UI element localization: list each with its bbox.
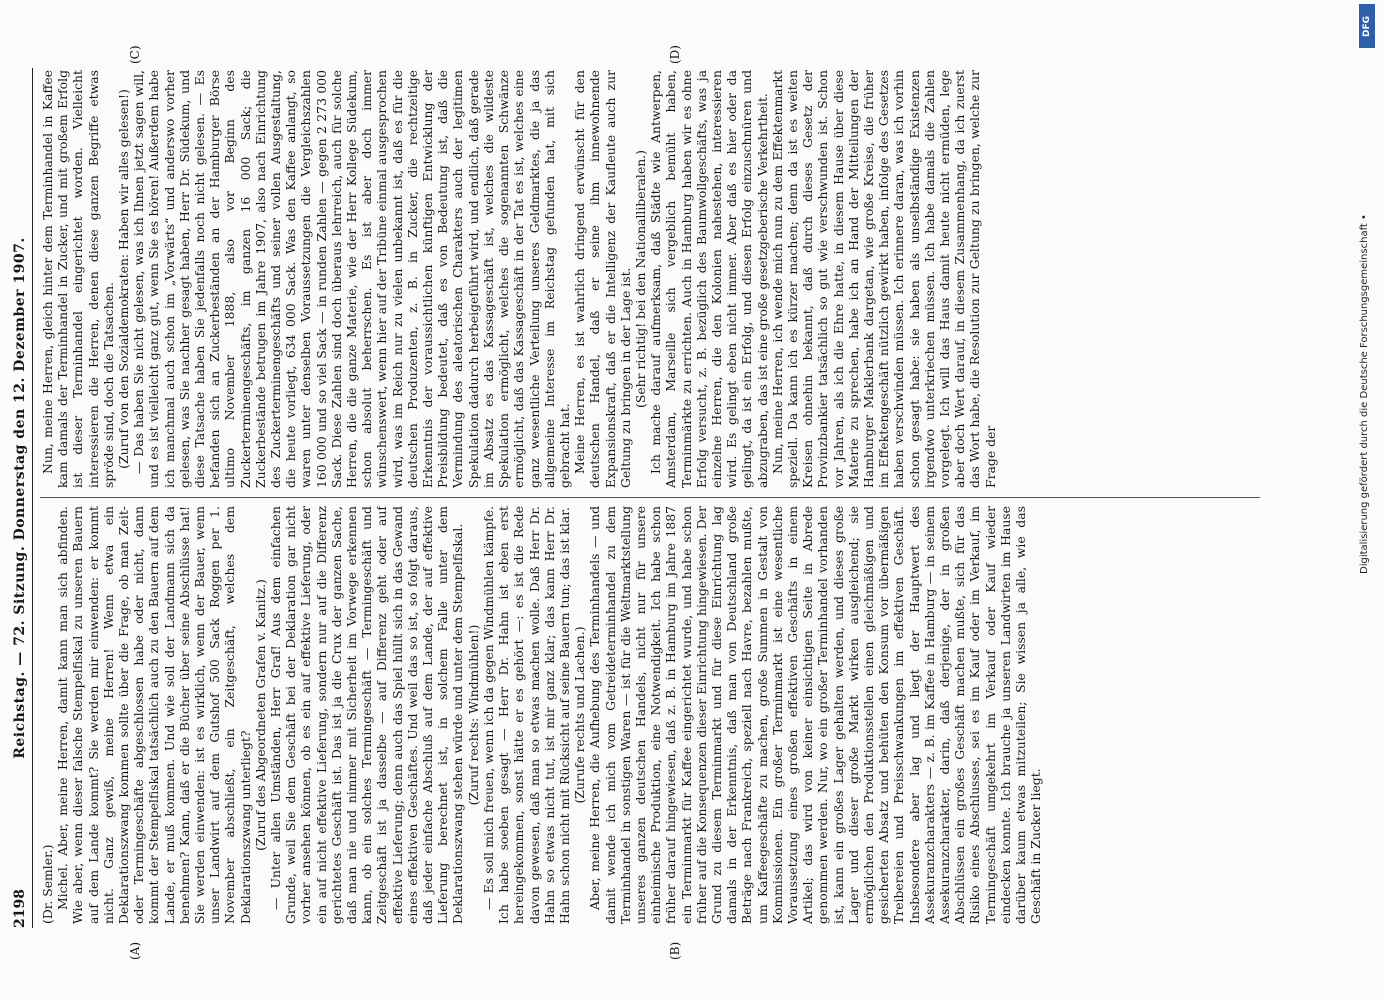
paragraph: Ich mache darauf aufmerksam, daß Städte wie Antwerpen, Amsterdam, Marseille sich vergeblich bemüht haben, Terminmärkte zu errichten. Auch in Hamburg haben wir es ohne Erfolg versucht, z. B. bezüglich des Baumwollgeschäfts, was ja einzelne Herren, die den Kolonien nahestehen, interessieren wird. Es gelingt eben nicht immer. Aber daß es hier oder da gelingt, da ist ein Erfolg, und diesen Erfolg einzuschnüren und abzugraben, das ist eine große gesetzgeberische Verkehrtheit. — [648, 70, 770, 488]
right-text-column — [40, 70, 1270, 488]
paragraph: — Es soll mich freuen, wenn ich da gegen Windmühlen kämpfe. Ich habe soeben gesagt — Herr Dr. Hahn ist eben erst hereingekommen, sonst hätte er es gehört —: es ist die Rede davon gewesen, daß man so etwas machen wolle. Daß Herr Dr. Hahn so etwas nicht tut, ist mir ganz klar; das kann Herr Dr. Hahn schon nicht mit Rücksicht auf seine Bauern tun; das ist klar. — [480, 506, 572, 924]
margin-mark-a: (A) — [128, 941, 142, 960]
paragraph: (Dr. Semler.) — [40, 844, 55, 924]
paragraph: Michel. Aber, meine Herren, damit kann man sich abfinden. Wie aber, wenn dieser falsche Stempelfiskal zu unseren Bauern auf dem Lande kommt? Sie werden mir einwenden: er kommt nicht. Ganz gewiß, meine Herren! Wenn etwa ein Deklarationszwang kommen sollte über die Frage, ob man Zeit- oder Termingeschäfte abgeschlossen habe oder nicht, dann kommt der Stempelfiskal tatsächlich auch zu den Bauern auf dem Lande, er muß kommen. Und wie soll der Landmann sich da benehmen? Kann, daß er die Bücher über seine Abschlüsse hat! Sie werden einwenden: ist es wirklich, wenn der Bauer, wenn unser Landwirt auf dem Gutshof 500 Sack Roggen per 1. November abschließt, ein Zeitgeschäft, welches dem Deklarationszwang unterliegt? — [55, 506, 253, 924]
digitization-sidebar — [1353, 0, 1377, 1000]
interjection: (Zuruf von den Sozialdemokraten: Haben wir alles gelesen!) — [116, 89, 132, 469]
interjection: (Zuruf rechts: Windmühlen!) — [465, 624, 481, 806]
margin-mark-c: (C) — [128, 45, 142, 64]
page-header — [8, 68, 32, 928]
paragraph: Aber, meine Herren, die Aufhebung des Terminhandels — und damit wende ich mich vom Getreideterminhandel zu dem Terminhandel in sonstigen Waren — ist für die Weltmarktstellung unseres ganzen deutschen Handels, nicht nur für unsere einheimische Produktion, eine Notwendigkeit. Ich habe schon früher darauf hingewiesen, daß z. B. in Hamburg im Jahre 1887 ein Terminmarkt für Kaffee eingerichtet wurde, und habe schon früher auf die Konsequenzen dieser Einrichtung hingewiesen. Der Grund zu diesem Terminmarkt und für diese Einrichtung lag damals in der Erkenntnis, daß man von Deutschland große Beträge nach Frankreich, speziell nach Havre, bezahlen mußte, um Kaffeegeschäfte zu machen, große Summen in Gestalt von Kommissionen. Ein großer Terminmarkt ist eine wesentliche Voraussetzung eines großen effektiven Geschäfts in einem Artikel; das wird von keiner einsichtigen Seite in Abrede genommen werden. Nur, wo ein großer Terminhandel vorhanden ist, kann ein großes Lager gehalten werden, und dieses große Lager und dieser große Markt wirken ausgleichend; sie ermöglichen den Produktionsstellen einen gleichmäßigen und gesicherten Absatz und behüten den Konsum vor übermäßigen Treibereien und Preisschwankungen im effektiven Geschäft. Insbesondere aber lag und liegt der Hauptwert des Assekuranzcharakters — z. B. im Kaffee in Hamburg — in seinem Assekuranzcharakter, darin, daß derjenige, der in großen Abschlüssen ein großes Geschäft machen mußte, sich für das Risiko eines Abschlusses, sei es im Kauf oder im Verkauf, im Termingeschäft umgekehrt im Verkauf oder Kauf wieder eindecken konnte. Ich brauche ja unseren Landwirten im Hause darüber kaum etwas mitzuteilen; Sie wissen ja alle, wie das Geschäft in Zucker liegt. — [587, 506, 1044, 924]
left-text-column — [40, 506, 1270, 924]
margin-mark-d: (D) — [668, 45, 682, 64]
margin-mark-b: (B) — [668, 941, 682, 960]
paragraph: — Das haben Sie nicht gelesen, was ich Ihnen jetzt sagen will, und es ist vielleicht ganz gut, wenn Sie es hören! Außerdem habe ich manchmal auch schon im „Vorwärts“ und anderswo vorher gelesen, was Sie nachher gesagt haben, Herr Dr. Südekum, und diese Tatsache haben Sie jedenfalls noch nicht gelesen. — Es befanden sich an Zuckerbeständen an der Hamburger Börse ultimo November 1888, also vor Beginn des Zuckerterminengeschäfts, im ganzen 16 000 Sack; die Zuckerbestände betrugen im Jahre 1907, also nach Einrichtung des Zuckerterminengeschäfts und seiner vollen Ausgestaltung, die heute vorliegt, 634 000 Sack. Was den Kaffee anlangt, so waren unter denselben Voraussetzungen die Vergleichszahlen 160 000 und so viel Sack — in runden Zahlen — gegen 2 273 000 Sack. Diese Zahlen sind doch überaus lehrreich, auch für solche Herren, die die ganze Materie, wie der Herr Kollege Südekum, schon absolut beherrschen. Es ist aber doch immer wünschenswert, wenn hier auf der Tribüne einmal ausgesprochen wird, was im Reich nur zu vielen unbekannt ist, daß es für die deutschen Produzenten, z. B. in Zucker, die rechtzeitige Erkenntnis der voraussichtlichen künftigen Entwicklung der Preisbildung bedeutet, daß es von Bedeutung ist, daß die Vermindung des aleatorischen Charakters auch der legitimen Spekulation dadurch herbeigeführt wird, und endlich, daß gerade im Absatz es das Kassageschäft ist, welches die wildeste Spekulation ermöglicht, welches die sogenannten Schwänze ermöglicht, daß das Kassageschäft in der Tat es ist, welches eine ganz wesentliche Verteilung unseres Geldmarktes, die ja das allgemeine Interesse im Reichstag gefunden hat, mit sich gebracht hat. — [131, 70, 572, 488]
dfg-logo: DFG — [1359, 4, 1375, 48]
page-title: Reichstag. — 72. Sitzung. Donnerstag den 12. Dezember 1907. — [12, 237, 28, 759]
paragraph: Nun, meine Herren, ich wende mich nun zu dem Effektenmarkt speziell. Da kann ich es kürzer machen; denn da ist es weiten Kreisen ohnehin bekannt, daß durch dieses Gesetz der Provinzbankier tatsächlich so gut wie verschwunden ist. Schon vor Jahren, als ich die Ehre hatte, in diesem Hause über diese Materie zu sprechen, habe ich an Hand der Mitteilungen der Hamburger Maklerbank dargetan, wie große Kreise, die früher im Effektengeschäft nützlich gewirkt haben, infolge des Gesetzes haben verschwinden müssen. Ich erinnere daran, was ich vorhin schon gesagt habe: sie haben als unselbständige Existenzen irgendwo unterkriechen müssen. Ich habe damals die Zahlen vorgelegt. Ich will das Haus damit heute nicht ermüden, lege aber doch Wert darauf, in diesem Zusammenhang, da ich zuerst das Wort habe, die Resolution zur Geltung zu bringen, welche zur Frage der — [769, 70, 998, 488]
interjection: (Zuruf des Abgeordneten Grafen v. Kanitz.) — [252, 579, 268, 851]
paragraph: Nun, meine Herren, gleich hinter dem Terminhandel in Kaffee kam damals der Terminhandel in Zucker, und mit großem Erfolg ist dieser Terminhandel eingerichtet worden. Vielleicht interessieren die Herren, denen diese ganzen Begriffe etwas spröde sind, doch die Tatsachen. — [40, 70, 116, 488]
digitization-note: Digitalisierung gefördert durch die Deutsche Forschungsgemeinschaft • — [1359, 214, 1370, 574]
paragraph: Meine Herren, es ist wahrlich dringend erwünscht für den deutschen Handel, daß er seine ihm innewohnende Expansionskraft, daß er die Intelligenz der Kaufleute auch zur Geltung zu bringen in der Lage ist. — [572, 70, 633, 488]
interjection: (Zurufe rechts und Lachen.) — [572, 626, 588, 804]
page-number: 2198 — [12, 889, 28, 928]
header-rule — [32, 68, 33, 928]
paragraph: — Unter allen Umständen, Herr Graf! Aus dem einfachen Grunde, weil Sie dem Geschäft bei der Deklaration gar nicht vorher ansehen können, ob es ein auf effektive Lieferung, oder ein auf nicht effektive Lieferung, sondern nur auf die Differenz gerichtetes Geschäft ist. Das ist ja die Crux der ganzen Sache, daß man nie und nimmer mit Sicherheit im Vorwege erkennen kann, ob ein solches Termingeschäft — Termingeschäft und Zeitgeschäft ist ja dasselbe — auf Differenz geht oder auf effektive Lieferung; denn auch das Spiel hüllt sich in das Gewand eines effektiven Geschäftes. Und weil das so ist, so folgt daraus, daß jeder einfache Abschluß auf dem Lande, der auf effektive Lieferung berechnet ist, in solchem Falle unter dem Deklarationszwang stehen würde und unter dem Stempelfiskal. — [268, 506, 466, 924]
interjection: (Sehr richtig! bei den Nationalliberalen.) — [632, 150, 648, 408]
column-divider — [40, 497, 1260, 498]
